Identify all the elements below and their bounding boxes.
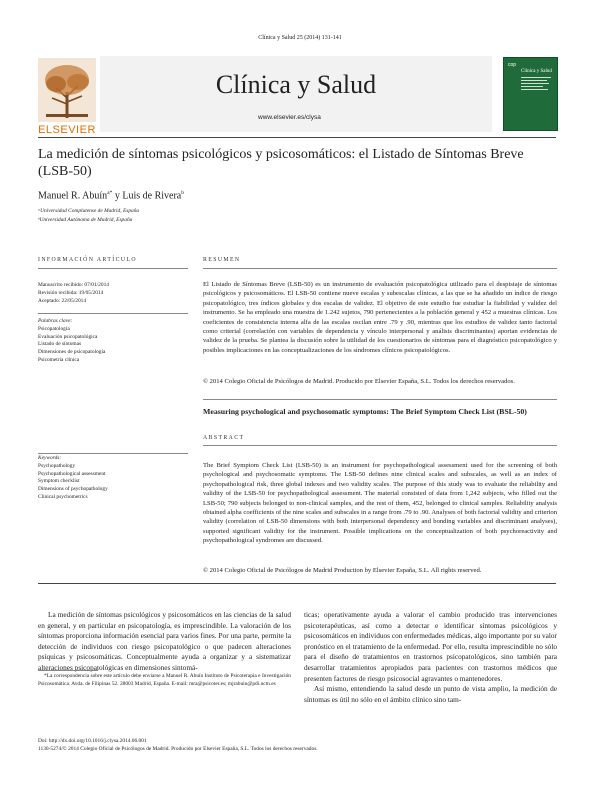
section-rule: [38, 583, 556, 584]
author-2-marker: b: [181, 190, 184, 196]
body-paragraph: La medición de síntomas psicológicos y psicosomáticos en las ciencias de la salud en general, y en particular en psicopatología, es imprescindible. La valoración de los síntomas proporciona información esencial para varios fines. Por una parte, permite la detección de individuos con riesgo psicopatológico o que padecen alteraciones psíquicas y psicosomáticas. Conceptualmente ayuda a organizar y a sistematizar alteraciones psicopatológicas en dimensiones sintomá-: [38, 610, 291, 672]
affiliation-b: ᵇUniversidad Autónoma de Madrid, España: [38, 217, 133, 223]
abstract-text: The Brief Symptom Check List (LSB-50) is an instrument for psychopathological assessment used for the screening of both psychological and psychosomatic symptoms. The LSB-50 defines nine clinical scales and subscales, as well as an index of psychopathological risk, three global indexes and two validity scales. The purpose of this study was to evaluate the reliability and validity of the LSB-50 for psychopathological assessment. The material consisted of data from 1,242 subjects, who filled out the LSB-50; 790 subjects belonged to non-clinical samples, and the rest of them, 452, belonged to clinical samples. Reliability analysis obtained alpha coefficients of the nine scales and subscales in a range from .79 to .90. Analyses of both factorial validity and criterion validity (correlation of LSB-50 dimensions with both interpersonal dependency and bonding variables and discriminant analyses), supported significant validity for the instrument. Possible implications on the conceptualization of both psychoreactivity and psychopathological syndromes are discussed.: [203, 462, 557, 545]
keyword: Listado de síntomas: [38, 341, 82, 348]
keyword: Psychopathological assessment: [38, 470, 106, 477]
cover-logo-icon: cop: [508, 62, 517, 68]
keyword: Evaluación psicopatológica: [38, 333, 98, 340]
publisher-name: ELSEVIER: [38, 124, 96, 136]
keyword: Symptom checklist: [38, 478, 80, 485]
issn-copyright: 1130-5274/© 2014 Colegio Oficial de Psicólogos de Madrid. Producido por Elsevier España, S.L. Todos los derechos reservados.: [38, 746, 318, 752]
affiliation-a: ᵃUniversidad Complutense de Madrid, España: [38, 208, 140, 214]
body-left-column: [38, 610, 291, 674]
keyword: Clinical psychometrics: [38, 493, 88, 500]
author-1-marker: a*: [107, 190, 113, 196]
author-1: Manuel R. Abuín: [38, 190, 108, 202]
keyword: Dimensiones de psicopatología: [38, 349, 106, 356]
author-list: [38, 190, 184, 201]
resumen-heading: RESUMEN: [203, 257, 241, 263]
keywords-en-label: Keywords:: [38, 455, 62, 461]
author-2: y Luis de Rivera: [112, 190, 182, 202]
history-revised: Revisión recibida: 19/05/2014: [38, 289, 104, 296]
keyword: Psychopathology: [38, 462, 76, 469]
abstract-copyright: © 2014 Colegio Oficial de Psicólogos de Madrid Production by Elsevier España, S.L. All rights reserved.: [203, 567, 482, 574]
resumen-text: El Listado de Síntomas Breve (LSB-50) es un instrumento de evaluación psicopatológica utilizado para el despistaje de síntomas psicológicos y psicosomáticos. El LSB-50 contiene nueve escalas y subescalas clínicas, a las que se ha añadido un índice de riesgo psicopatológico, tres índices globales y dos escalas de validez. El objetivo de este estudio fue estudiar la fiabilidad y validez del instrumento. Se ha empleado una muestra de 1.242 sujetos, 790 pertenecientes a la población general y 452 a muestras clínicas. Los coeficientes de consistencia interna alfa de las escalas oscilan entre .79 y .90, mientras que los estudios de validez tanto factorial como criterial (correlación con variables de dependencia y vínculo interpersonal y análisis discriminantes) aportan evidencias de validez de la prueba. Se plantea la discusión sobre la utilidad de los cuestionarios de síntomas para el diagnóstico psicopatológico y posibles implicaciones en las conceptualizaciones de los síndromes clínicos psicopatológicos.: [203, 281, 557, 354]
english-title: Measuring psychological and psychosomatic symptoms: The Brief Symptom Check List (BSL-50): [203, 407, 527, 416]
keywords-es-label: Palabras clave:: [38, 318, 73, 324]
history-list: [38, 282, 109, 305]
elsevier-logo: [38, 58, 96, 136]
history-received: Manuscrito recibido: 07/01/2014: [38, 282, 109, 288]
journal-title: Clínica y Salud: [215, 70, 377, 99]
keywords-es: [38, 318, 105, 365]
body-paragraph: Así mismo, entendiendo la salud desde un punto de vista amplio, la medición de síntomas es útil no sólo en el ámbito clínico sino tam-: [304, 684, 557, 704]
cover-title: Clínica y Salud: [521, 69, 552, 74]
journal-citation: Clínica y Salud 25 (2014) 131-141: [258, 35, 342, 41]
resumen-copyright: © 2014 Colegio Oficial de Psicólogos de Madrid. Producido por Elsevier España, S.L. Todos los derechos reservados.: [203, 378, 515, 385]
info-heading: INFORMACIÓN ARTÍCULO: [38, 257, 137, 263]
keyword: Dimensions of psychopathology: [38, 486, 108, 493]
abstract-heading: ABSTRACT: [203, 435, 245, 441]
journal-cover: [503, 57, 558, 131]
keywords-en: [38, 455, 108, 502]
header-rule: [38, 137, 556, 138]
elsevier-tree-icon: [38, 58, 96, 122]
doi[interactable]: Doi: http://dx.doi.org/10.1016/j.clysa.2014.06.001: [38, 738, 147, 744]
body-right-column: [304, 610, 557, 705]
keyword: Psicopatología: [38, 325, 70, 332]
correspondence-footnote: *La correspondencia sobre este artículo debe enviarse a Manuel R. Abuín Instituto de Psicoterapia e Investigación Psicosomática. Avda. de Filipinas 52. 28003 Madrid, España. E-mail: mra@psicoter.es; mjrabuin@pdi.ucm.es: [38, 673, 291, 687]
keyword: Psicometría clínica: [38, 356, 80, 363]
article-title: La medición de síntomas psicológicos y psicosomáticos: el Listado de Síntomas Breve (LSB-50): [38, 147, 524, 179]
history-accepted: Aceptado: 22/05/2014: [38, 297, 87, 304]
body-paragraph: ticas; operativamente ayuda a valorar el cambio producido tras intervenciones psicoterapéuticas, así como a detectar e identificar síntomas psicológicos y psicosomáticos en individuos con enfermedades médicas, algo importante por su valor pronóstico en el tratamiento de la enfermedad. Por ello, resulta imprescindible no sólo para el diseño de tratamientos en trastornos psicopatológicos, sino también para desarrollar tratamientos apropiados para pacientes con trastornos médicos que presenten factores de riesgo psicosocial agravantes o mantenedores.: [304, 610, 557, 683]
journal-url[interactable]: www.elsevier.es/clysa: [258, 114, 321, 121]
